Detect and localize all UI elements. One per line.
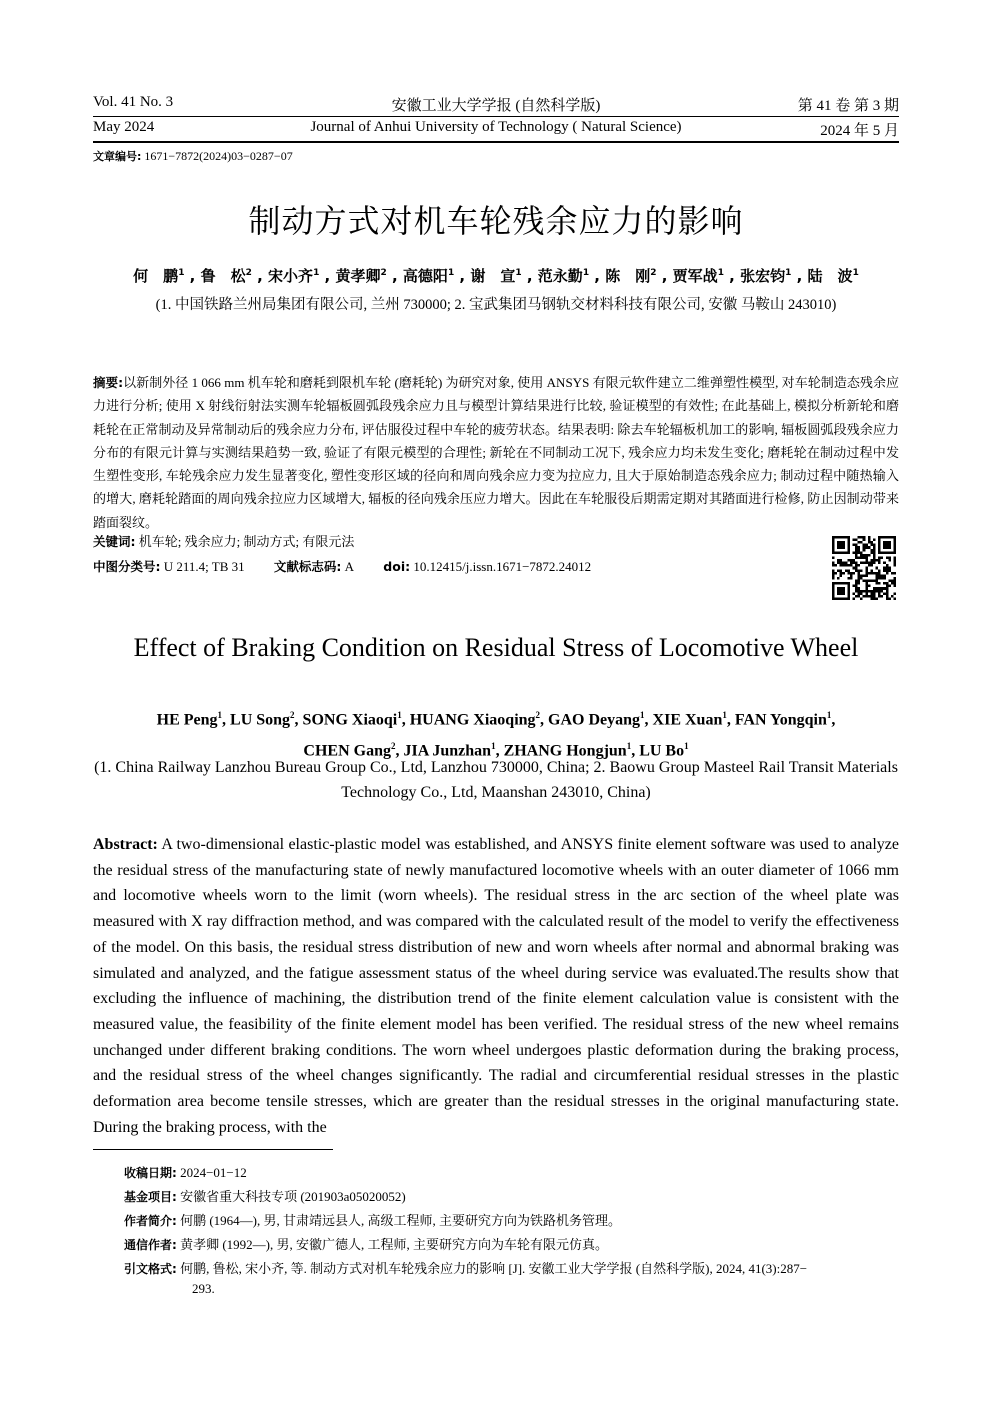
author-name: FAN Yongqin: [734, 711, 827, 729]
author-affiliation-marker: 2: [390, 741, 396, 752]
author-affiliation-marker: 1: [852, 268, 859, 278]
footnote-corresponding-author: [124, 1234, 899, 1256]
author-name: 高德阳: [402, 267, 448, 285]
footnote-label: 通信作者:: [124, 1238, 177, 1252]
author-affiliation-marker: 1: [313, 268, 320, 278]
volume-number: Vol. 41 No. 3: [93, 94, 174, 110]
running-header-row-2: [93, 119, 899, 141]
author-name: 何 鹏: [133, 267, 179, 285]
author-name: SONG Xiaoqi: [302, 711, 398, 729]
affiliation-cn: (1. 中国铁路兰州局集团有限公司, 兰州 730000; 2. 宝武集团马钢轨交材料科技有限公司, 安徽 马鞍山 243010): [155, 297, 837, 313]
doi-label: doi:: [383, 559, 411, 574]
author-affiliation-marker: 1: [515, 268, 522, 278]
author-name: LU Bo: [639, 742, 685, 760]
abstract-cn-text: 以新制外径 1 066 mm 机车轮和磨耗到限机车轮 (磨耗轮) 为研究对象, 使用 ANSYS 有限元软件建立二维弹塑性模型, 对车轮制造态残余应力进行分析; 使用 X 射线衍射法实测车轮辐板圆弧段残余应力且与模型计算结果进行比较, 验证模型的有效性; 在此基础上, 模拟分析新轮和磨耗轮在正常制动及异常制动后的残余应力分布, 评估服役过程中车轮的疲劳状态。结果表明: 除去车轮辐板机加工的影响, 辐板圆弧段残余应力分布的有限元计算与实测结果趋势一致, 验证了有限元模型的合理性; 新轮在不同制动工况下, 残余应力均未发生变化; 磨耗轮在制动过程中发生塑性变形, 车轮残余应力发生显著变化, 塑性变形区域的径向和周向残余应力变为拉应力, 且大于原始制造态残余应力; 制动过程中随热输入的增大, 磨耗轮踏面的周向残余拉应力区域增大, 辐板的径向残余压应力增大。因此在车轮服役后期需定期对其踏面进行检修, 防止因制动带来踏面裂纹。: [93, 375, 900, 530]
footnote-citation-continuation: 293.: [192, 1281, 215, 1296]
author-name: HE Peng: [156, 711, 218, 729]
author-affiliation-marker: 1: [397, 710, 402, 720]
author-affiliation-marker: 1: [491, 741, 496, 752]
footnote-text: 安徽省重大科技专项 (201903a05020052): [176, 1189, 406, 1204]
footnote-rule: [93, 1149, 333, 1150]
author-affiliation-marker: 1: [178, 268, 185, 278]
running-header-row-1: [93, 94, 899, 116]
article-number-label: 文章编号:: [93, 150, 142, 163]
author-name: JIA Junzhan: [403, 742, 492, 760]
author-name: GAO Deyang: [548, 711, 641, 729]
affiliation-en: (1. China Railway Lanzhou Bureau Group Co., Ltd, Lanzhou 730000, China; 2. Baowu Group Masteel Rail Transit Materials Technology Co., Ltd, Maanshan 243010, China): [94, 759, 898, 801]
author-name: 宋小齐: [268, 267, 314, 285]
footnote-author-bio: [124, 1210, 899, 1232]
author-affiliation-marker: 1: [717, 268, 724, 278]
author-name: XIE Xuan: [652, 711, 723, 729]
footnote-citation: [124, 1258, 899, 1280]
author-affiliation-marker: 1: [447, 268, 455, 278]
title-cn: 制动方式对机车轮残余应力的影响: [248, 202, 744, 240]
abstract-cn: [93, 371, 899, 534]
abstract-en-label: Abstract:: [93, 836, 158, 853]
classification-line: [93, 557, 617, 575]
author-affiliation-marker: 1: [217, 710, 223, 720]
author-affiliation-marker: 2: [245, 268, 252, 278]
issue-date-en: May 2024: [93, 119, 155, 135]
author-affiliation-marker: 1: [722, 710, 727, 720]
footnote-text: 黄孝卿 (1992—), 男, 安徽广德人, 工程师, 主要研究方向为车轮有限元仿真。: [176, 1237, 608, 1252]
authors-cn: 何 鹏$^1$ , 鲁 松$^2$ , 宋小齐$^1$ , 黄孝卿$^2$ , 高德阳$^1$ , 谢 宣$^1$ , 范永勤$^1$ , 陈 刚$^2$ , 贾军战$^1$ , 张宏钧$^1$ , 陆 波$^1$: [133, 267, 859, 285]
abstract-en-text: A two-dimensional elastic-plastic model was established, and ANSYS finite element software was used to analyze the residual stress of the manufacturing state of newly manufactured locomotive wheels with an outer diameter of 1066 mm and locomotive wheels worn to the limit (worn wheels). The residual stress in the arc section of the wheel plate was measured with X ray diffraction method, and was compared with the calculated result of the model to verify the effectiveness of the model. On this basis, the residual stress distribution of new and worn wheels after normal and abnormal braking was simulated and analyzed, and the fatigue assessment status of the wheel during service was evaluated.The results show that excluding the influence of machining, the distribution trend of the finite element calculation value is consistent with the measured value, the feasibility of the finite element model has been verified. The residual stress of the new wheel remains unchanged under different braking conditions. The worn wheel undergoes plastic deformation during the braking process, and the residual stress of the wheel changes significantly. The radial and circumferential residual stresses in the plastic deformation area become tensile stresses, which are greater than the residual stresses in the original manufacturing state. During the braking process, with the: [93, 836, 899, 1136]
author-affiliation-marker: 2: [650, 268, 657, 278]
header-rule-top: [93, 116, 899, 117]
footnote-label: 收稿日期:: [124, 1166, 177, 1180]
author-affiliation-marker: 2: [380, 268, 387, 278]
issue-date-cn: 2024 年 5 月: [820, 123, 899, 139]
clc-value: U 211.4; TB 31: [160, 559, 245, 574]
author-name: 陈 刚: [605, 267, 651, 285]
article-number-value: 1671−7872(2024)03−0287−07: [141, 149, 293, 163]
author-name: 黄孝卿: [335, 267, 381, 285]
keywords-label: 关键词:: [93, 534, 136, 549]
footnote-label: 作者简介:: [124, 1214, 177, 1228]
footnote-text: 2024−01−12: [176, 1165, 247, 1180]
abstract-en: [93, 832, 899, 1140]
footnote-text: 何鹏, 鲁松, 宋小齐, 等. 制动方式对机车轮残余应力的影响 [J]. 安徽工业大学学报 (自然科学版), 2024, 41(3):287−: [176, 1261, 808, 1276]
header-rule-bottom: [93, 141, 899, 143]
abstract-cn-label: 摘要:: [93, 375, 124, 390]
author-name: 范永勤: [537, 267, 583, 285]
author-affiliation-marker: 1: [785, 268, 792, 278]
author-affiliation-marker: 1: [626, 741, 632, 752]
authors-en-line-2: CHEN Gang$^2$, JIA Junzhan$^1$, ZHANG Hongjun$^1$, LU Bo$^1$: [303, 741, 689, 760]
authors-en-line-1: HE Peng$^1$, LU Song$^2$, SONG Xiaoqi$^1$, HUANG Xiaoqing$^2$, GAO Deyang$^1$, XIE Xuan$^1$, FAN Yongqin$^1$,: [156, 710, 836, 729]
author-name: 鲁 松: [200, 267, 246, 285]
volume-number-cn: 第 41 卷 第 3 期: [797, 98, 899, 114]
author-name: 谢 宣: [470, 267, 516, 285]
qr-code-icon[interactable]: [832, 536, 896, 600]
footnote-funding: [124, 1186, 899, 1208]
author-name: ZHANG Hongjun: [503, 742, 627, 760]
footnote-label: 引文格式:: [124, 1262, 177, 1276]
journal-name-en: Journal of Anhui University of Technology ( Natural Science): [310, 119, 682, 135]
author-affiliation-marker: 2: [290, 710, 295, 720]
author-affiliation-marker: 1: [582, 268, 590, 278]
keywords-text: 机车轮; 残余应力; 制动方式; 有限元法: [135, 534, 355, 549]
author-affiliation-marker: 1: [640, 710, 645, 720]
footnote-text: 何鹏 (1964—), 男, 甘肃靖远县人, 高级工程师, 主要研究方向为铁路机务管理。: [176, 1213, 621, 1228]
clc-label: 中图分类号:: [93, 559, 161, 574]
footnote-label: 基金项目:: [124, 1190, 177, 1204]
article-number: [93, 148, 293, 164]
keywords: [93, 531, 354, 550]
doc-code-label: 文献标志码:: [273, 559, 342, 574]
author-name: 贾军战: [672, 267, 718, 285]
author-name: HUANG Xiaoqing: [409, 711, 536, 729]
author-name: CHEN Gang: [303, 742, 391, 760]
author-affiliation-marker: 2: [535, 710, 541, 720]
author-affiliation-marker: 1: [684, 741, 689, 752]
doi-value: 10.12415/j.issn.1671−7872.24012: [410, 559, 592, 574]
doc-code-value: A: [341, 559, 355, 574]
author-name: LU Song: [230, 711, 291, 729]
footnote-received: [124, 1162, 899, 1184]
title-en: Effect of Braking Condition on Residual Stress of Locomotive Wheel: [133, 633, 859, 662]
author-name: 张宏钧: [740, 267, 786, 285]
author-name: 陆 波: [807, 267, 853, 285]
journal-name-cn: 安徽工业大学学报 (自然科学版): [391, 98, 601, 114]
author-affiliation-marker: 1: [826, 710, 832, 720]
